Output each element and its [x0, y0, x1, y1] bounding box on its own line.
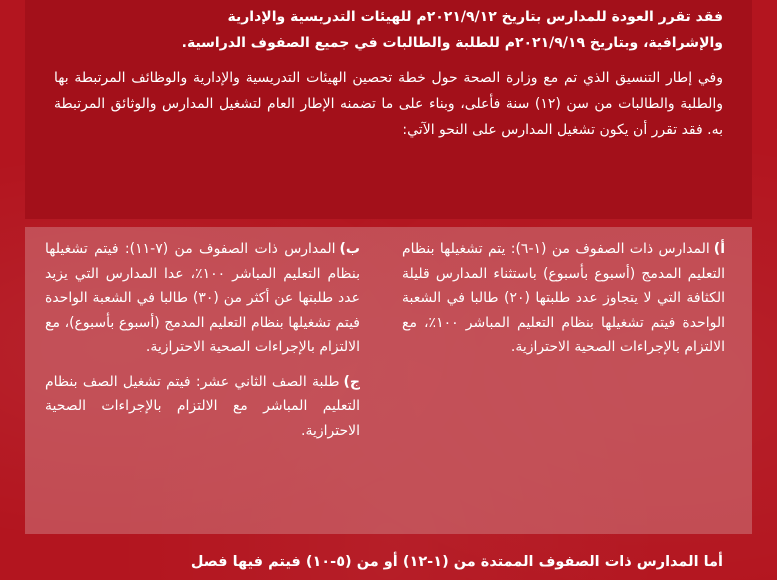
rule-text-c: طلبة الصف الثاني عشر: فيتم تشغيل الصف بنظام التعليم المباشر مع الالتزام بالإجراءات الصحية الاحترازية. — [45, 373, 360, 439]
rule-item-c — [45, 370, 360, 444]
rule-item-a — [402, 237, 725, 360]
intro-section — [25, 0, 752, 219]
rule-label-c: ج) — [343, 373, 360, 390]
intro-line-1: فقد تقرر العودة للمدارس بتاريخ ٢٠٢١/٩/١٢م للهيئات التدريسية والإدارية — [227, 9, 723, 25]
rules-column-left — [45, 237, 360, 443]
rule-item-b — [45, 237, 360, 360]
intro-line-2: والإشرافية، وبتاريخ ٢٠٢١/٩/١٩م للطلبة والطالبات في جميع الصفوف الدراسية. — [181, 35, 723, 51]
bottom-paragraph: أما المدارس ذات الصفوف الممتدة من (١-١٢) أو من (٥-١٠) فيتم فيها فصل — [190, 554, 723, 570]
rule-text-b: المدارس ذات الصفوف من (٧-١١): فيتم تشغيلها بنظام التعليم المباشر ١٠٠٪، عدا المدارس التي يزيد عدد طلبتها عن أكثر من (٣٠) طالبا في الشعبة الواحدة فيتم تشغيلها بنظام التعليم المدمج (أسبوع بأسبوع)، مع الالتزام بالإجراءات الصحية الاحترازية. — [45, 241, 360, 355]
rules-column-right — [402, 237, 725, 360]
coordination-paragraph: وفي إطار التنسيق الذي تم مع وزارة الصحة حول خطة تحصين الهيئات التدريسية والإدارية والوظائف المرتبطة بها والطلبة والطالبات من سن (١٢) سنة فأعلى، وبناء على ما تضمنه الإطار العام لتشغيل المدارس والوثائق المرتبطة به. فقد تقرر أن يكون تشغيل المدارس على النحو الآتي: — [54, 70, 723, 138]
rule-label-a: أ) — [713, 241, 725, 257]
rule-label-b: ب) — [339, 241, 360, 257]
rule-text-a: المدارس ذات الصفوف من (١-٦): يتم تشغيلها بنظام التعليم المدمج (أسبوع بأسبوع) باستثناء المدارس قليلة الكثافة التي لا يتجاوز عدد طلبتها (٢٠) طالبا في الشعبة الواحدة فيتم تشغيلها بنظام التعليم المباشر ١٠٠٪، مع الالتزام بالإجراءات الصحية الاحترازية. — [402, 241, 725, 355]
rules-grid — [25, 227, 752, 534]
